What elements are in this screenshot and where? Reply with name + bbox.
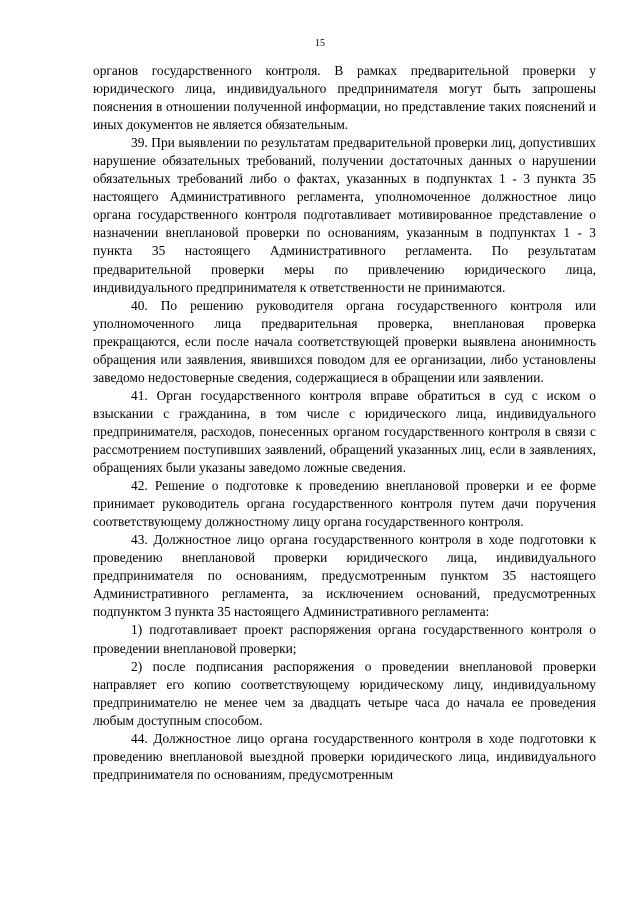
paragraph-44: 44. Должностное лицо органа государственного контроля в ходе подготовки к проведению внеплановой выездной проверки юридического лица, индивидуального предпринимателя по основаниям, предусмотренным <box>93 730 596 782</box>
paragraph-43: 43. Должностное лицо органа государственного контроля в ходе подготовки к проведению внеплановой проверки юридического лица, индивидуального предпринимателя по основаниям, предусмотренным пунктом 35 настоящего Административного регламента, за исключением оснований, предусмотренных подпунктом 3 пункта 35 настоящего Административного регламента: <box>93 532 596 620</box>
paragraph-42: 42. Решение о подготовке к проведению внеплановой проверки и ее форме принимает руководитель органа государственного контроля путем дачи поручения соответствующему должностному лицу органа государственного контроля. <box>93 478 596 530</box>
paragraph-43-item-2: 2) после подписания распоряжения о проведении внеплановой проверки направляет его копию соответствующему юридическому лицу, индивидуальному предпринимателю не менее чем за двадцать четыре часа до начала ее проведения любым доступным способом. <box>93 658 596 728</box>
paragraph-43-item-1: 1) подготавливает проект распоряжения органа государственного контроля о проведении внеплановой проверки; <box>93 622 596 656</box>
paragraph-41: 41. Орган государственного контроля вправе обратиться в суд с иском о взыскании с гражданина, в том числе с юридического лица, индивидуального предпринимателя, расходов, понесенных органом государственного контроля в связи с рассмотрением поступивших заявлений, обращений указанных лиц, если в заявлениях, обращениях были указаны заведомо ложные сведения. <box>93 387 596 476</box>
document-body <box>93 62 596 784</box>
paragraph-40: 40. По решению руководителя органа государственного контроля или уполномоченного лица предварительная проверка, внеплановая проверка прекращаются, если после начала соответствующей проверки выявлена анонимность обращения или заявления, явившихся поводом для ее организации, либо установлены заведомо недостоверные сведения, содержащиеся в обращении или заявлении. <box>93 297 596 385</box>
page-number: 15 <box>315 38 325 49</box>
paragraph-39: 39. При выявлении по результатам предварительной проверки лиц, допустивших нарушение обязательных требований, получении достаточных данных о нарушении обязательных требований либо о фактах, указанных в подпунктах 1 - 3 пункта 35 настоящего Административного регламента, уполномоченное должностное лицо органа государственного контроля подготавливает мотивированное представление о назначении внеплановой проверки по основаниям, указанным в подпунктах 1 - 3 пункта 35 настоящего Административного регламента. По результатам предварительной проверки меры по привлечению юридического лица, индивидуального предпринимателя к ответственности не принимаются. <box>93 135 596 295</box>
paragraph-continuation: органов государственного контроля. В рамках предварительной проверки у юридического лица, индивидуального предпринимателя могут быть запрошены пояснения в отношении полученной информации, но представление таких пояснений и иных документов не является обязательным. <box>93 63 596 133</box>
